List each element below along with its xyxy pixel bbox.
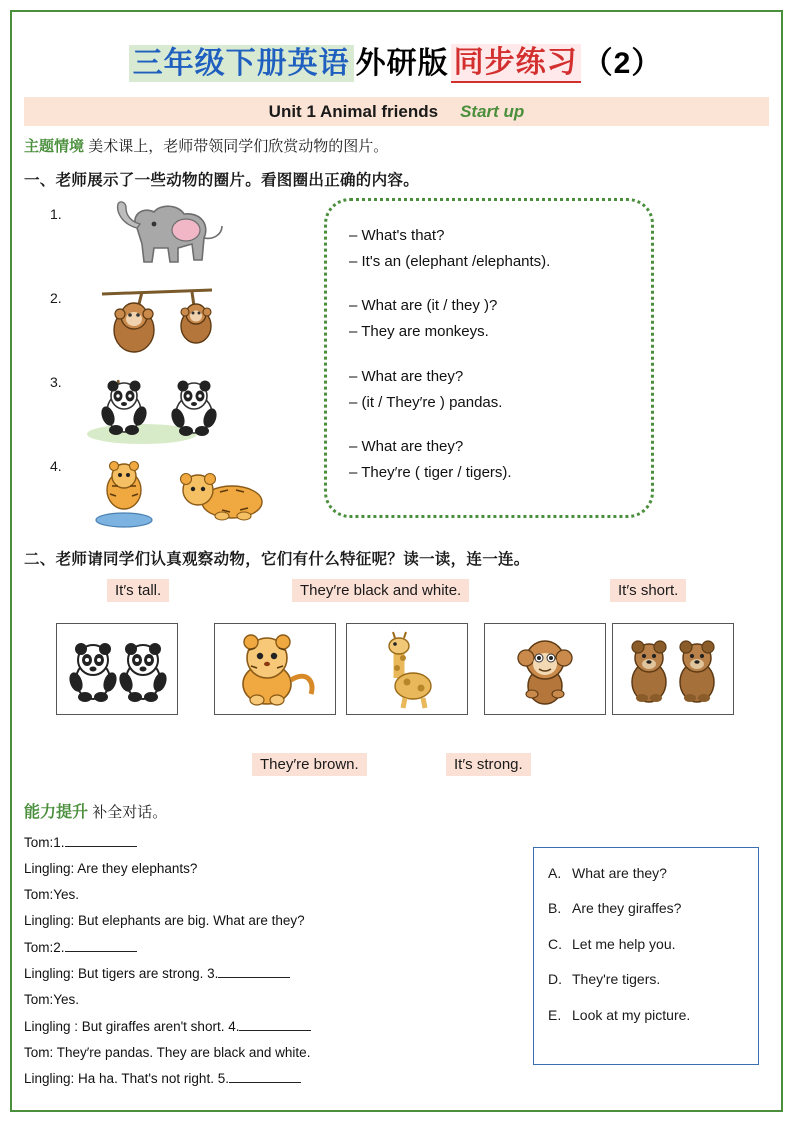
dialogue-line — [24, 1014, 504, 1040]
option-text: Are they giraffes? — [572, 900, 682, 917]
dialogue-text: Lingling: But tigers are strong. 3. — [24, 966, 219, 982]
tag-label[interactable]: It′s strong. — [446, 753, 531, 776]
theme-line — [24, 136, 769, 159]
options-box — [533, 847, 759, 1065]
tigers-icon — [82, 450, 292, 532]
item-number: 2. — [50, 289, 62, 306]
title-segment-grade: 三年级下册英语 — [129, 45, 354, 82]
section2-prompt: 二、老师请同学们认真观察动物，它们有什么特征呢？读一读，连一连。 — [24, 550, 530, 568]
unit-section-label: Start up — [460, 101, 525, 121]
option-item[interactable] — [548, 864, 744, 884]
dialogue-line — [24, 1066, 504, 1092]
ability-instruction: 补全对话。 — [92, 803, 168, 821]
picture-tiger[interactable] — [214, 623, 336, 715]
dialogue-text: Tom:1. — [24, 834, 65, 850]
option-text: Let me help you. — [572, 935, 676, 952]
section1-prompt: 一、老师展示了一些动物的圈片。看图圈出正确的内容。 — [24, 171, 420, 189]
dialogue-text: Lingling: Ha ha. That's not right. 5. — [24, 1071, 229, 1087]
title-segment-publisher: 外研版 — [355, 47, 449, 80]
picture-bears[interactable] — [612, 623, 734, 715]
ability-label: 能力提升 — [24, 803, 89, 821]
list-item — [34, 198, 324, 282]
list-item — [34, 282, 324, 366]
option-key: E. — [548, 1006, 562, 1023]
pandas-icon — [82, 366, 292, 448]
option-key: C. — [548, 935, 562, 952]
page-title — [24, 44, 769, 83]
picture-monkey[interactable] — [484, 623, 606, 715]
dialog-group — [349, 364, 633, 417]
section3-prompt — [24, 799, 769, 822]
option-key: B. — [548, 900, 562, 917]
dialogue-line — [24, 830, 504, 856]
answer-blank[interactable] — [229, 1082, 301, 1083]
monkeys-icon — [82, 282, 292, 364]
section2 — [24, 547, 769, 779]
option-item[interactable] — [548, 899, 744, 919]
option-item[interactable] — [548, 970, 744, 990]
dialogue-line: Lingling: Are they elephants? — [24, 860, 198, 876]
dialogue-line: Tom: They′re pandas. They are black and white. — [24, 1045, 311, 1060]
tag-label[interactable]: It′s tall. — [107, 579, 169, 602]
tag-label[interactable]: It′s short. — [610, 579, 686, 602]
dialog-line: – What's that? — [349, 226, 445, 244]
answer-blank[interactable] — [239, 1030, 311, 1031]
theme-text: 美术课上，老师带领同学们欣赏动物的图片。 — [88, 138, 389, 155]
list-item — [34, 366, 324, 450]
worksheet-page — [24, 22, 769, 1100]
answer-blank[interactable] — [65, 951, 137, 952]
dialogue-line — [24, 961, 504, 987]
dialog-line[interactable]: – It's an (elephant /elephants). — [349, 252, 551, 270]
tag-label[interactable]: They′re brown. — [252, 753, 367, 776]
tag-label[interactable]: They′re black and white. — [292, 579, 469, 602]
dialog-group — [349, 434, 633, 487]
dialogue-text: Lingling : But giraffes aren't short. 4. — [24, 1018, 240, 1034]
picture-pandas[interactable] — [56, 623, 178, 715]
dialog-line: – They are monkeys. — [349, 323, 489, 341]
tag-row-bottom — [24, 753, 769, 779]
dialogue-line — [24, 935, 504, 961]
list-item — [34, 450, 324, 534]
item-number: 3. — [50, 373, 62, 390]
dialogue-line: Tom:Yes. — [24, 992, 80, 1008]
animal-picture-list — [34, 198, 324, 534]
option-key: D. — [548, 971, 562, 988]
unit-title: Unit 1 Animal friends — [268, 101, 439, 121]
dialog-line[interactable]: – (it / They′re ) pandas. — [349, 393, 503, 411]
option-item[interactable] — [548, 1006, 744, 1026]
picture-giraffe[interactable] — [346, 623, 468, 715]
dialogue-block — [24, 830, 504, 1093]
unit-header — [24, 97, 769, 126]
option-text: They're tigers. — [572, 971, 661, 988]
answer-blank[interactable] — [65, 846, 137, 847]
option-text: Look at my picture. — [572, 1006, 691, 1023]
option-item[interactable] — [548, 935, 744, 955]
dialog-line[interactable]: – What are (it / they )? — [349, 297, 498, 314]
dialog-line: – What are they? — [349, 367, 464, 385]
item-number: 4. — [50, 457, 62, 474]
dialogue-text: Tom:2. — [24, 939, 65, 955]
item-number: 1. — [50, 205, 62, 222]
theme-label: 主题情境 — [24, 138, 85, 155]
dialogue-line: Tom:Yes. — [24, 887, 80, 903]
title-segment-number: （2） — [582, 47, 663, 80]
title-segment-exercise: 同步练习 — [451, 44, 581, 83]
dialog-line[interactable]: – They′re ( tiger / tigers). — [349, 464, 512, 482]
dialog-group — [349, 223, 633, 276]
dialogue-line: Lingling: But elephants are big. What are they? — [24, 913, 305, 929]
dialog-group — [349, 293, 633, 346]
option-key: A. — [548, 864, 562, 881]
picture-row — [24, 623, 769, 723]
section1 — [24, 198, 769, 538]
option-text: What are they? — [572, 864, 667, 881]
section3 — [24, 799, 769, 1093]
elephant-icon — [82, 198, 292, 280]
tag-row-top — [24, 579, 769, 605]
dialog-line: – What are they? — [349, 438, 464, 455]
dialog-answer-box — [324, 198, 654, 518]
answer-blank[interactable] — [218, 977, 290, 978]
